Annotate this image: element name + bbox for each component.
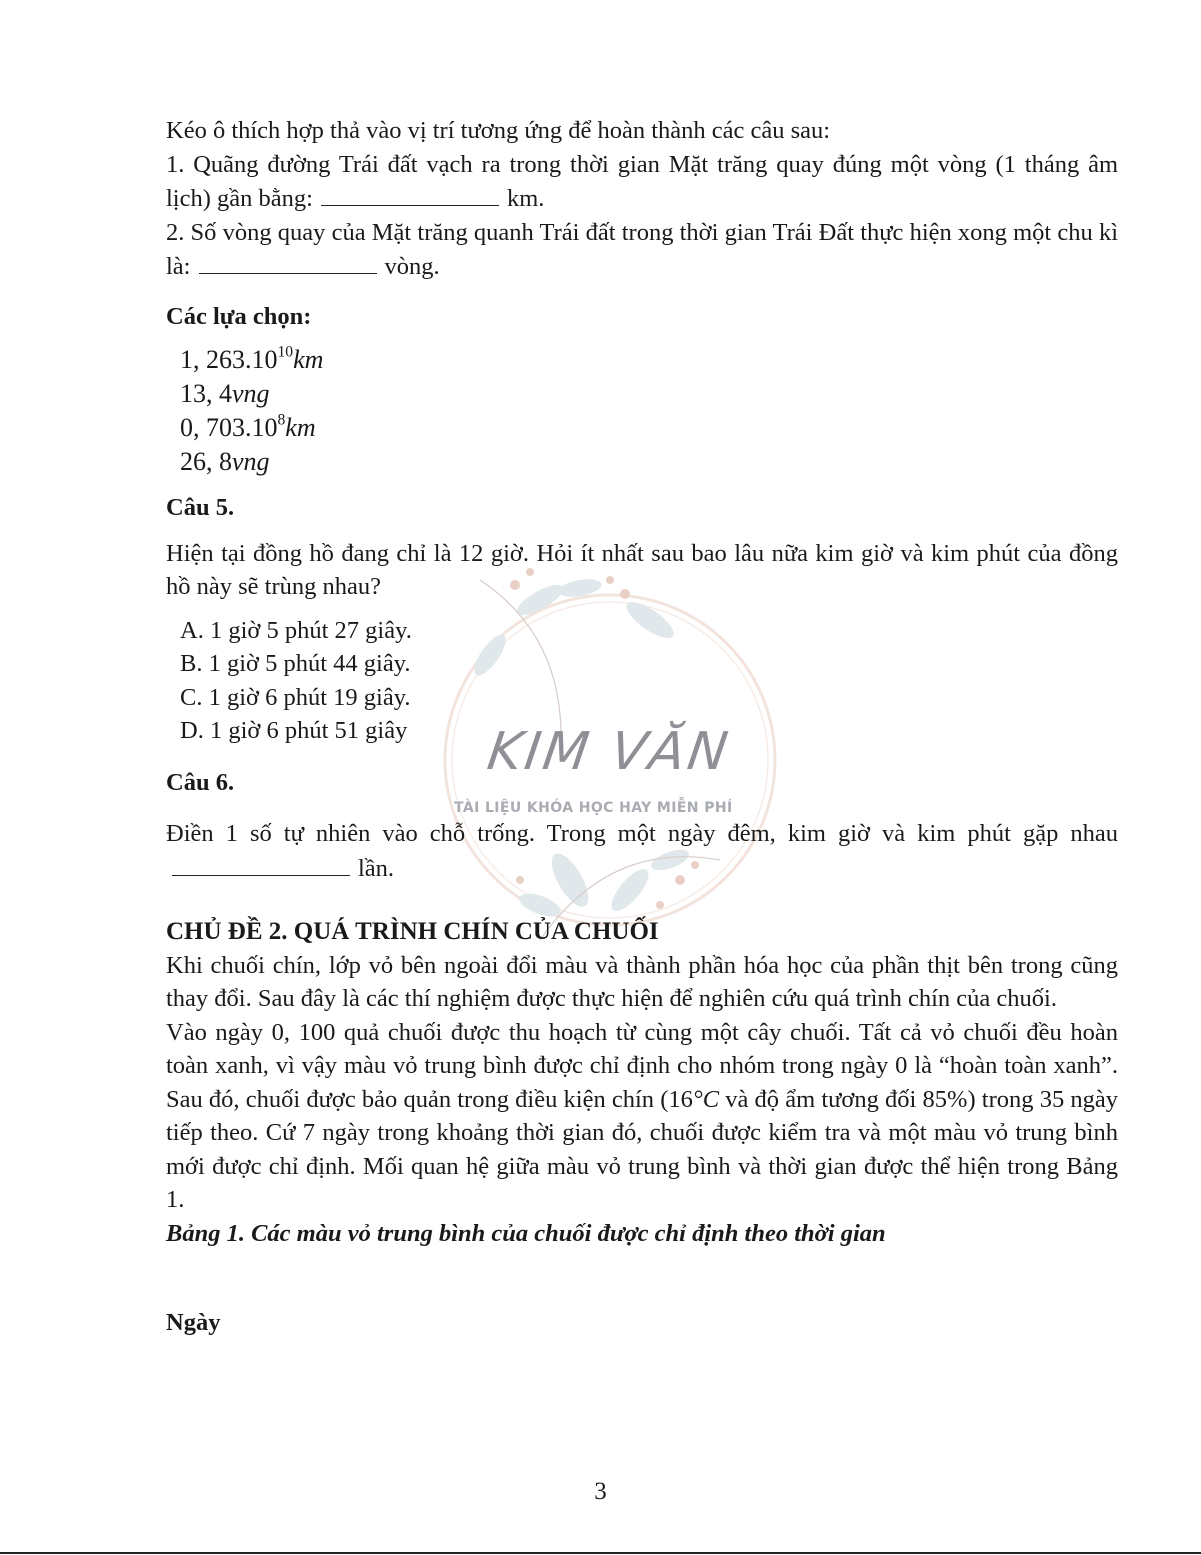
option-a[interactable]: A. 1 giờ 5 phút 27 giây. [180,616,412,644]
bottom-divider [0,1552,1201,1554]
cau6-question [166,817,1118,885]
page-content [166,114,1118,1340]
table-caption: Bảng 1. Các màu vỏ trung bình của chuối được chỉ định theo thời gian [166,1219,886,1247]
choice-item[interactable]: 1, 263.10$^{10}$km [180,343,324,374]
question-2-unit: vòng. [384,253,440,280]
question-2-text: 2. Số vòng quay của Mặt trăng quanh Trái đất trong thời gian Trái Đất thực hiện xong một chu kì là: [166,218,1118,280]
choice-item[interactable]: 26, 8vng [180,447,270,476]
answer-blank-2[interactable] [199,249,377,274]
cau5-question: Hiện tại đồng hồ đang chỉ là 12 giờ. Hỏi ít nhất sau bao lâu nữa kim giờ và kim phút của đồng hồ này sẽ trùng nhau? [166,539,1118,600]
answer-blank-3[interactable] [172,851,350,876]
choices-list [180,343,1118,479]
watermark-title: KIM VĂN [483,722,735,782]
topic-2-paragraph-2: Vào ngày 0, 100 quả chuối được thu hoạch từ cùng một cây chuối. Tất cả vỏ chuối đều hoàn toàn xanh, vì vậy màu vỏ trung bình được chỉ định cho nhóm trong ngày 0 là “hoàn toàn xanh”. Sau đó, chuối được bảo quản trong điều kiện chín (16°C và độ ẩm tương đối 85%) trong 35 ngày tiếp theo. Cứ 7 ngày trong khoảng thời gian đó, chuối được kiểm tra và một màu vỏ trung bình mới được chỉ định. Mối quan hệ giữa màu vỏ trung bình và thời gian được thể hiện trong Bảng 1. [166,1018,1118,1213]
question-1-unit: km. [506,185,545,212]
choice-item[interactable]: 0, 703.10$^8$km [180,411,316,442]
choices-heading: Các lựa chọn: [166,302,312,330]
watermark-subtitle: TÀI LIỆU KHÓA HỌC HAY MIỄN PHÍ [454,800,733,816]
topic-2-title: CHỦ ĐỀ 2. QUÁ TRÌNH CHÍN CỦA CHUỐI [166,918,659,945]
cau6-question-unit: lần. [358,854,395,882]
instruction-text: Kéo ô thích hợp thả vào vị trí tương ứng để hoàn thành các câu sau: [166,117,831,144]
topic-2-paragraph-1: Khi chuối chín, lớp vỏ bên ngoài đổi màu và thành phần hóa học của phần thịt bên trong cũng thay đổi. Sau đây là các thí nghiệm được thực hiện để nghiên cứu quá trình chín của chuối. [166,951,1118,1012]
option-d[interactable]: D. 1 giờ 6 phút 51 giây [180,717,408,744]
cau6-heading: Câu 6. [166,768,235,796]
question-1-text: 1. Quãng đường Trái đất vạch ra trong thời gian Mặt trăng quay đúng một vòng (1 tháng âm lịch) gần bằng: [166,150,1118,212]
choice-item[interactable]: 13, 4vng [180,379,270,408]
option-b[interactable]: B. 1 giờ 5 phút 44 giây. [180,650,411,677]
cau6-question-text: Điền 1 số tự nhiên vào chỗ trống. Trong một ngày đêm, kim giờ và kim phút gặp nhau [166,820,1118,847]
option-c[interactable]: C. 1 giờ 6 phút 19 giây. [180,683,411,711]
answer-blank-1[interactable] [321,181,499,206]
cau5-heading: Câu 5. [166,494,235,521]
question-2 [166,216,1118,284]
cau5-options [180,614,1118,748]
table-header-day: Ngày [166,1309,221,1336]
page-number: 3 [594,1478,607,1505]
temperature-unit: °C [692,1085,720,1113]
question-1 [166,148,1118,216]
